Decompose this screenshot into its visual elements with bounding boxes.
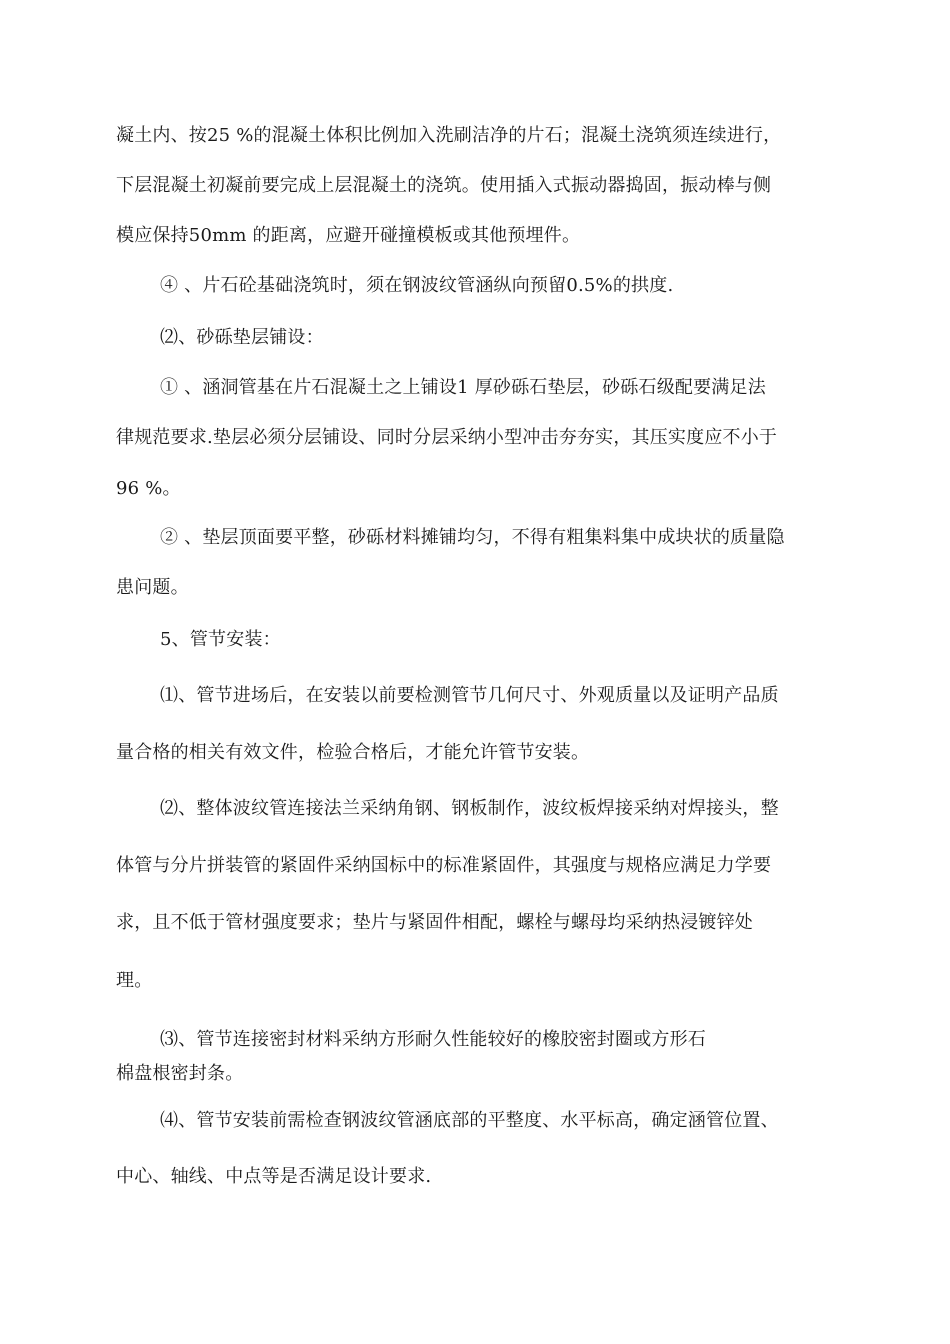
paragraph-line: 患问题。 <box>116 577 189 598</box>
section-heading: ⑵、砂砾垫层铺设： <box>160 327 324 348</box>
paragraph-line: ⑶、管节连接密封材料采纳方形耐久性能较好的橡胶密封圈或方形石 <box>160 1029 706 1050</box>
paragraph-line: ① 、涵洞管基在片石混凝土之上铺设1 厚砂砾石垫层，砂砾石级配要满足法 <box>160 377 766 398</box>
paragraph-line: ⑵、整体波纹管连接法兰采纳角钢、钢板制作，波纹板焊接采纳对焊接头，整 <box>160 798 779 819</box>
paragraph-line: 模应保持50mm 的距离，应避开碰撞模板或其他预埋件。 <box>116 225 581 246</box>
paragraph-line: 凝土内、按25 %的混凝土体积比例加入洗刷洁净的片石；混凝土浇筑须连续进行， <box>116 125 782 146</box>
paragraph-line: 体管与分片拼装管的紧固件采纳国标中的标准紧固件，其强度与规格应满足力学要 <box>116 855 772 876</box>
paragraph-line: 棉盘根密封条。 <box>116 1063 244 1084</box>
paragraph-line: 理。 <box>116 970 153 991</box>
paragraph-line: 求，且不低于管材强度要求；垫片与紧固件相配，螺栓与螺母均采纳热浸镀锌处 <box>116 912 753 933</box>
paragraph-line: 下层混凝土初凝前要完成上层混凝土的浇筑。使用插入式振动器捣固，振动棒与侧 <box>116 175 772 196</box>
paragraph-line: 律规范要求.垫层必须分层铺设、同时分层采纳小型冲击夯夯实，其压实度应不小于 <box>116 427 778 448</box>
paragraph-line: ⑴、管节进场后，在安装以前要检测管节几何尺寸、外观质量以及证明产品质 <box>160 685 779 706</box>
paragraph-line: 96 %。 <box>116 478 181 499</box>
paragraph-line: 量合格的相关有效文件，检验合格后，才能允许管节安装。 <box>116 742 590 763</box>
paragraph-line: ⑷、管节安装前需检查钢波纹管涵底部的平整度、水平标高，确定涵管位置、 <box>160 1110 779 1131</box>
paragraph-line: 中心、轴线、中点等是否满足设计要求. <box>116 1166 432 1187</box>
paragraph-line: ④ 、片石砼基础浇筑时，须在钢波纹管涵纵向预留0.5%的拱度. <box>160 275 674 296</box>
section-heading: 5、管节安装： <box>160 629 281 650</box>
paragraph-line: ② 、垫层顶面要平整，砂砾材料摊铺均匀，不得有粗集料集中成块状的质量隐 <box>160 527 785 548</box>
